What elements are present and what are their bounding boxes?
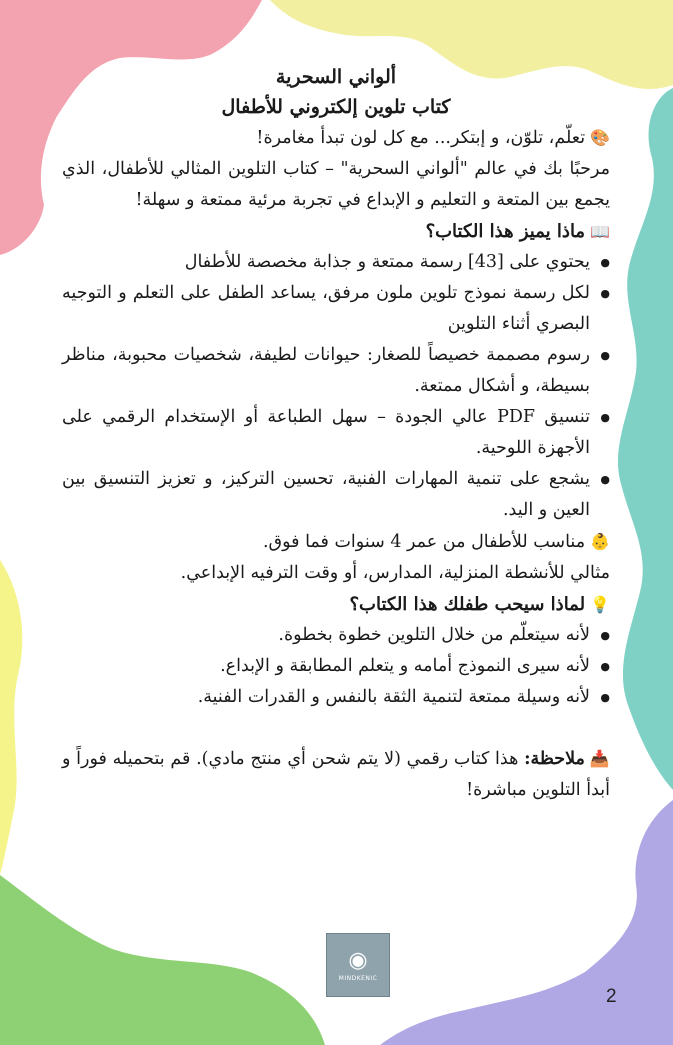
list-item: ● تنسيق PDF عالي الجودة – سهل الطباعة أو الإستخدام الرقمي على الأجهزة اللوحية.: [62, 402, 590, 464]
book-subtitle: كتاب تلوين إلكتروني للأطفال: [221, 96, 451, 118]
open-book-icon: 📖: [590, 222, 610, 241]
tagline: [62, 122, 610, 154]
publisher-logo: [326, 933, 390, 997]
features-heading: [62, 216, 610, 247]
usage-line: مثالي للأنشطة المنزلية، المدارس، أو وقت الترفيه الإبداعي.: [180, 563, 610, 583]
note-paragraph: [62, 743, 610, 806]
brain-icon: ◉: [348, 947, 368, 973]
age-line: [62, 526, 610, 558]
logo-brand: MINDKENIC: [338, 974, 378, 982]
green-blob: [0, 875, 325, 1045]
note-label: ملاحظة:: [524, 749, 585, 769]
light-yellow-blob: [0, 560, 22, 875]
list-item: ● لأنه سيرى النموذج أمامه و يتعلم المطابقة و الإبداع.: [62, 651, 590, 682]
note-text: هذا كتاب رقمي (لا يتم شحن أي منتج مادي). قم بتحميله فوراً و أبدأ التلوين مباشرة!: [62, 749, 610, 800]
light-bulb-icon: 💡: [590, 595, 610, 614]
list-item: ● يشجع على تنمية المهارات الفنية، تحسين التركيز، و تعزيز التنسيق بين العين و اليد.: [62, 464, 590, 526]
list-item: ● لأنه سيتعلّم من خلال التلوين خطوة بخطوة.: [62, 620, 590, 651]
reasons-heading: [62, 589, 610, 620]
list-item: ● لكل رسمة نموذج تلوين ملون مرفق، يساعد الطفل على التعلم و التوجيه البصري أثناء التلوين: [62, 278, 590, 340]
age-line-text: مناسب للأطفال من عمر 4 سنوات فما فوق.: [262, 532, 586, 552]
page-number: 2: [606, 986, 617, 1007]
teal-blob: [618, 88, 673, 790]
tagline-text: تعلّم، تلوّن، و إبتكر... مع كل لون تبدأ مغامرة!: [256, 128, 586, 148]
reasons-heading-text: لماذا سيحب طفلك هذا الكتاب؟: [349, 594, 586, 615]
features-heading-text: ماذا يميز هذا الكتاب؟: [425, 221, 586, 242]
book-title: ألواني السحرية: [275, 66, 397, 88]
intro-paragraph: مرحبًا بك في عالم "ألواني السحرية" – كتاب التلوين المثالي للأطفال، الذي يجمع بين المتعة و التعليم و الإبداع في تجربة مرئية ممتعة و سهلة!: [62, 159, 610, 210]
inbox-tray-icon: 📥: [589, 749, 611, 768]
list-item: ● يحتوي على [43] رسمة ممتعة و جذابة مخصصة للأطفال: [62, 247, 590, 278]
palette-icon: 🎨: [590, 128, 610, 147]
page-content: [62, 62, 610, 806]
list-item: ● رسوم مصممة خصيصاً للصغار: حيوانات لطيفة، شخصيات محبوبة، مناظر بسيطة، و أشكال ممتعة.: [62, 340, 590, 402]
baby-icon: 👶: [590, 532, 610, 551]
reasons-list: [62, 620, 610, 713]
lavender-blob: [380, 800, 673, 1045]
features-list: [62, 247, 610, 526]
list-item: ● لأنه وسيلة ممتعة لتنمية الثقة بالنفس و القدرات الفنية.: [62, 682, 590, 713]
spacer: [62, 713, 610, 743]
